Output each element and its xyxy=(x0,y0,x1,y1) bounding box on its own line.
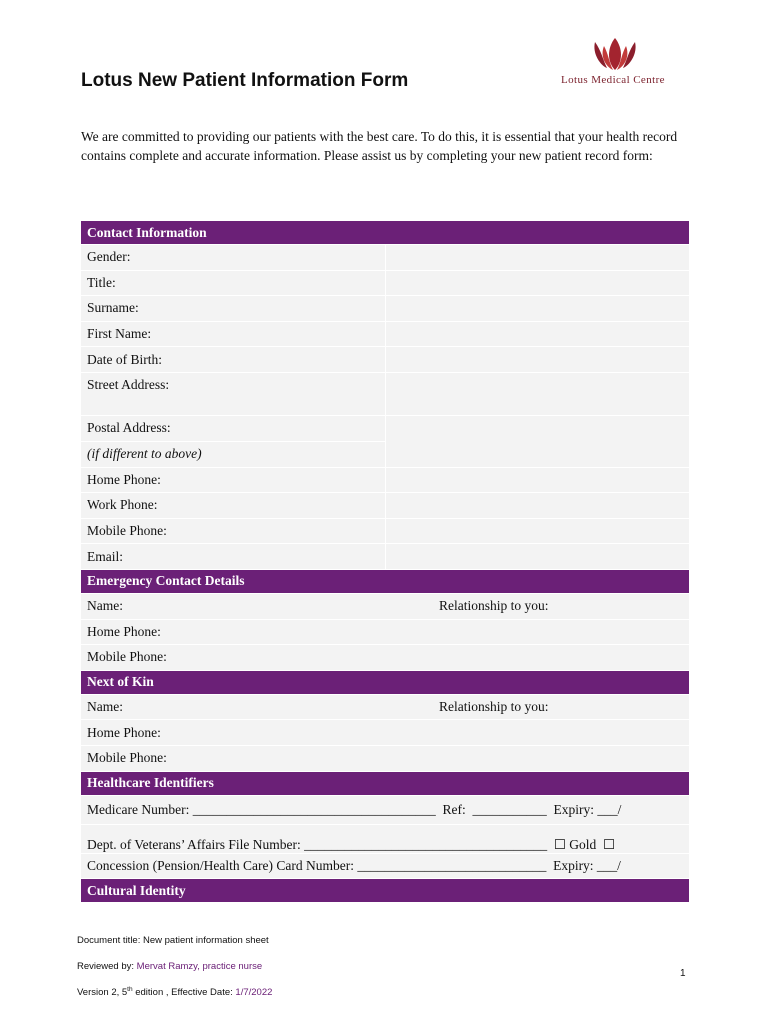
field-row-first-name xyxy=(81,321,689,347)
field-row-title xyxy=(81,270,689,296)
intro-text: We are committed to providing our patients with the best care. To do this, it is essential that your health record contains complete and accurate information. Please assist us by completing your new patient record form: xyxy=(81,129,678,163)
lotus-logo xyxy=(555,36,673,92)
field-row-mobile-phone xyxy=(81,518,689,544)
emergency-name-label: Name: xyxy=(87,598,123,614)
kin-home-phone-label[interactable]: Home Phone: xyxy=(81,720,689,746)
page-number: 1 xyxy=(680,968,686,979)
kin-name-row xyxy=(81,694,689,720)
gender-input[interactable] xyxy=(385,245,689,271)
field-label: Work Phone: xyxy=(81,493,385,519)
kin-mobile-phone-label[interactable]: Mobile Phone: xyxy=(81,745,689,771)
reviewed-label: Reviewed by: xyxy=(77,961,137,972)
section-header-healthcare: Healthcare Identifiers xyxy=(81,771,689,795)
kin-home-phone-row xyxy=(81,720,689,746)
field-row-work-phone xyxy=(81,493,689,519)
emergency-mobile-phone-label[interactable]: Mobile Phone: xyxy=(81,645,689,671)
field-label: Street Address: xyxy=(81,372,385,415)
work-phone-input[interactable] xyxy=(385,493,689,519)
medicare-field[interactable]: Medicare Number: ____________________________________ Ref: ___________ Expiry: ___/ xyxy=(81,795,689,824)
street-address-input[interactable] xyxy=(385,372,689,415)
field-note: (if different to above) xyxy=(81,441,385,467)
field-row-home-phone xyxy=(81,467,689,493)
emergency-relationship-label: Relationship to you: xyxy=(439,598,549,614)
version-text-b: edition , Effective Date: xyxy=(132,987,236,999)
effective-date: 1/7/2022 xyxy=(235,987,273,999)
lotus-flower-icon xyxy=(589,36,641,72)
first-name-input[interactable] xyxy=(385,321,689,347)
field-row-postal-address xyxy=(81,415,689,441)
dva-field[interactable]: Dept. of Veterans’ Affairs File Number: ____________________________________ ☐ Gold ☐ xyxy=(81,824,689,853)
home-phone-input[interactable] xyxy=(385,467,689,493)
field-label: First Name: xyxy=(81,321,385,347)
field-row-dob xyxy=(81,347,689,373)
patient-form-table xyxy=(81,221,689,903)
version-sup: th xyxy=(127,986,133,993)
field-row-email xyxy=(81,544,689,570)
field-label: Title: xyxy=(81,270,385,296)
emergency-name-row xyxy=(81,593,689,619)
title-input[interactable] xyxy=(385,270,689,296)
field-row-surname xyxy=(81,296,689,322)
kin-mobile-phone-row xyxy=(81,745,689,771)
concession-field[interactable]: Concession (Pension/Health Care) Card Number: ____________________________ Expiry: ___/ xyxy=(81,853,689,879)
version-text: Version 2, 5 xyxy=(77,987,128,999)
surname-input[interactable] xyxy=(385,296,689,322)
field-label: Mobile Phone: xyxy=(81,518,385,544)
dob-input[interactable] xyxy=(385,347,689,373)
field-row-street-address xyxy=(81,372,689,415)
postal-address-input[interactable] xyxy=(385,415,689,467)
section-header-cultural: Cultural Identity xyxy=(81,879,689,903)
mobile-phone-input[interactable] xyxy=(385,518,689,544)
section-header-next-of-kin: Next of Kin xyxy=(81,670,689,694)
emergency-home-phone-label[interactable]: Home Phone: xyxy=(81,619,689,645)
field-label: Postal Address: xyxy=(81,415,385,441)
field-label: Email: xyxy=(81,544,385,570)
footer-reviewed xyxy=(77,961,262,972)
kin-relationship-label: Relationship to you: xyxy=(439,699,549,715)
footer-version xyxy=(77,986,272,998)
reviewed-value: Mervat Ramzy, practice nurse xyxy=(136,961,263,972)
medicare-row xyxy=(81,795,689,824)
emergency-mobile-phone-row xyxy=(81,645,689,671)
field-label: Date of Birth: xyxy=(81,347,385,373)
field-label: Surname: xyxy=(81,296,385,322)
footer-doc-title: Document title: New patient information sheet xyxy=(77,935,269,946)
logo-text: Lotus Medical Centre xyxy=(561,74,665,86)
dva-row xyxy=(81,824,689,853)
field-label: Home Phone: xyxy=(81,467,385,493)
field-label: Gender: xyxy=(81,245,385,271)
section-header-emergency: Emergency Contact Details xyxy=(81,569,689,593)
section-header-contact: Contact Information xyxy=(81,221,689,245)
field-row-gender xyxy=(81,245,689,271)
kin-name-label: Name: xyxy=(87,699,123,715)
email-input[interactable] xyxy=(385,544,689,570)
page-title: Lotus New Patient Information Form xyxy=(81,70,409,91)
emergency-home-phone-row xyxy=(81,619,689,645)
concession-row xyxy=(81,853,689,879)
